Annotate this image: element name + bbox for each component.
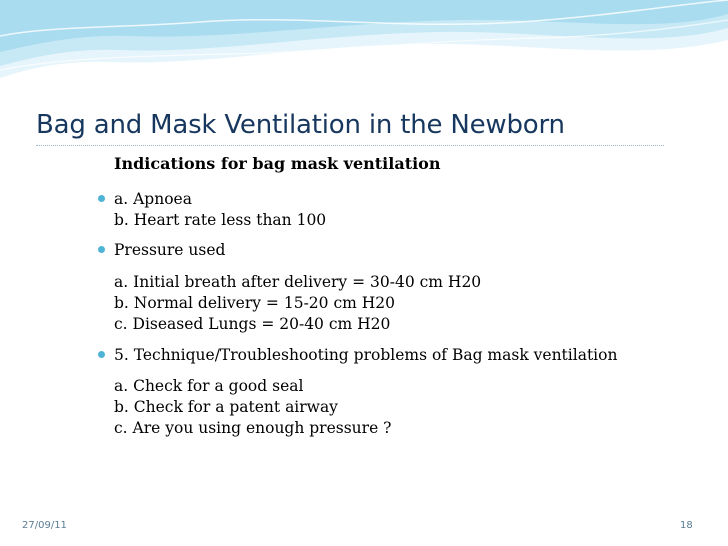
indication-item: a. Apnoea	[114, 190, 192, 208]
footer-date: 27/09/11	[22, 520, 67, 531]
page-number: 18	[680, 520, 693, 531]
pressure-item: c. Diseased Lungs = 20-40 cm H20	[114, 315, 391, 333]
bullet-icon	[98, 246, 105, 253]
bullet-icon	[98, 351, 105, 358]
pressure-item: a. Initial breath after delivery = 30-40 cm H20	[114, 273, 482, 291]
technique-item: a. Check for a good seal	[114, 377, 304, 395]
indication-item: b. Heart rate less than 100	[114, 211, 327, 229]
pressure-item: b. Normal delivery = 15-20 cm H20	[114, 294, 396, 312]
technique-label: 5. Technique/Troubleshooting problems of Bag mask ventilation	[114, 346, 618, 364]
indications-heading: Indications for bag mask ventilation	[114, 154, 441, 173]
bullet-icon	[98, 195, 105, 202]
technique-item: b. Check for a patent airway	[114, 398, 338, 416]
pressure-label: Pressure used	[114, 241, 226, 259]
technique-item: c. Are you using enough pressure ?	[114, 419, 392, 437]
slide-title: Bag and Mask Ventilation in the Newborn	[36, 110, 565, 140]
